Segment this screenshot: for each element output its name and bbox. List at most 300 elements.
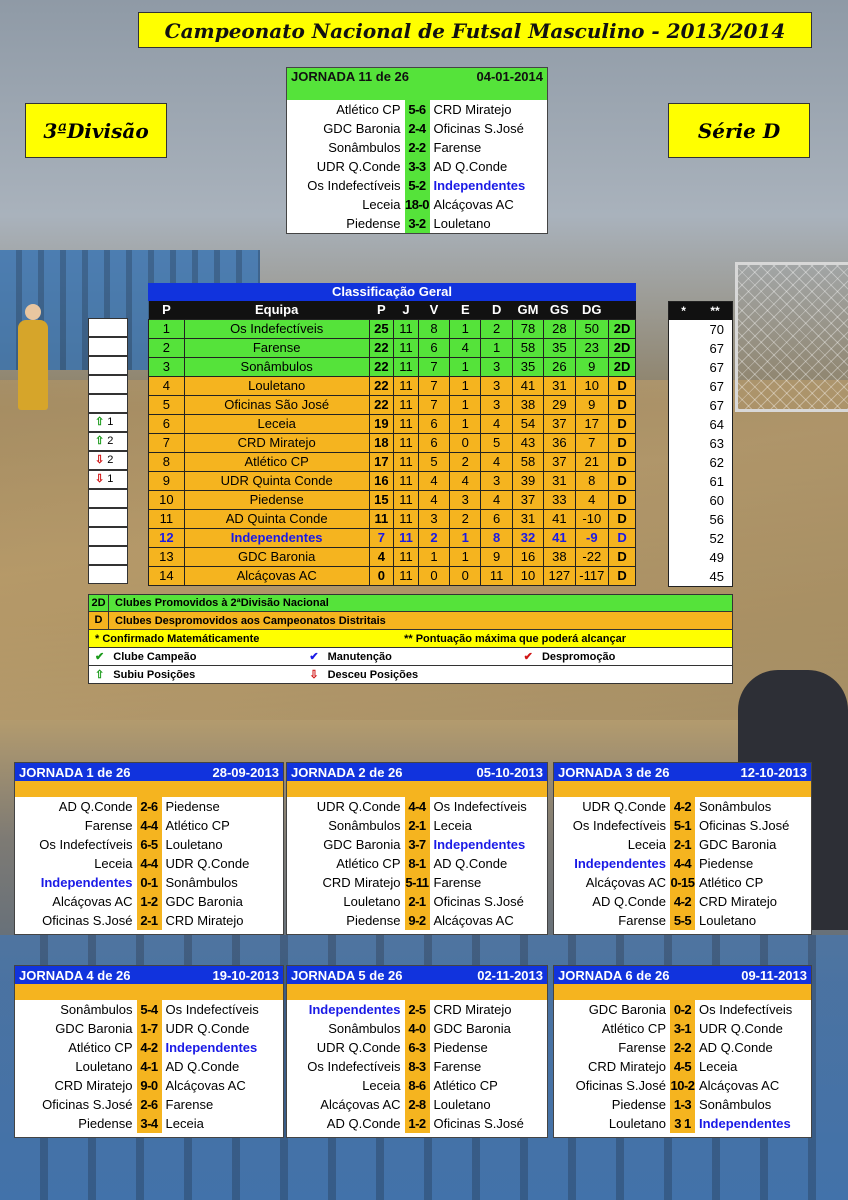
away-team: GDC Baronia: [165, 894, 243, 909]
table-row: [149, 433, 636, 452]
match-row: [554, 911, 811, 930]
home-team: Leceia: [362, 1078, 401, 1093]
round-label: JORNADA 4 de 26: [19, 967, 131, 983]
away-team: UDR Q.Conde: [165, 1021, 250, 1036]
match-row: [287, 816, 547, 835]
match-row: [287, 873, 547, 892]
away-team: Sonâmbulos: [699, 1097, 772, 1112]
away-team: Farense: [433, 140, 482, 155]
round-subheader: [15, 781, 283, 797]
away-team: Alcáçovas AC: [433, 913, 514, 928]
round-subheader: [287, 85, 547, 100]
round-header: [554, 966, 811, 984]
cell-j: 11: [394, 338, 419, 357]
cell-tag: 2D: [609, 319, 636, 338]
cell-tag: D: [609, 452, 636, 471]
cell-v: 5: [418, 452, 449, 471]
down-text: Desceu Posições: [327, 669, 419, 681]
max-points-values: [669, 320, 732, 586]
match-score: 18-0: [404, 197, 430, 212]
cell-j: 11: [394, 395, 419, 414]
round-header: [287, 763, 547, 781]
away-team: Independentes: [165, 1040, 258, 1055]
cell-gs: 35: [544, 338, 575, 357]
cell-d: 1: [481, 338, 512, 357]
column-header: P: [369, 301, 394, 319]
away-team: UDR Q.Conde: [165, 856, 250, 871]
goal-net: [735, 262, 848, 412]
cell-e: 3: [450, 490, 481, 509]
round-label: JORNADA 2 de 26: [291, 764, 403, 780]
away-team: Atlético CP: [165, 818, 230, 833]
promoted-tag: 2D: [89, 595, 109, 611]
match-row: [15, 1019, 283, 1038]
round-table: [14, 762, 284, 935]
match-row: [287, 100, 547, 119]
home-team: Farense: [84, 818, 133, 833]
round-date: 12-10-2013: [740, 764, 807, 780]
cell-v: 4: [418, 471, 449, 490]
away-team: Piedense: [699, 856, 754, 871]
match-score: 4-4: [137, 854, 162, 873]
home-team: Atlético CP: [601, 1021, 666, 1036]
cell-d: 4: [481, 490, 512, 509]
match-row: [554, 1114, 811, 1133]
match-score: 2-1: [670, 835, 695, 854]
cell-pos: 9: [149, 471, 185, 490]
movement-value: 2: [104, 454, 114, 466]
match-score: 2-4: [405, 119, 430, 138]
home-team: CRD Miratejo: [322, 875, 401, 890]
cell-pts: 25: [369, 319, 394, 338]
column-header: J: [394, 301, 419, 319]
cell-v: 8: [418, 319, 449, 338]
cell-pos: 13: [149, 547, 185, 566]
max-points-value: 64: [709, 417, 724, 432]
away-team: CRD Miratejo: [433, 1002, 512, 1017]
cell-dg: 23: [575, 338, 609, 357]
home-team: Farense: [618, 913, 666, 928]
movement-cell: [88, 546, 128, 565]
match-score: 4-1: [137, 1057, 162, 1076]
cell-pos: 14: [149, 566, 185, 585]
match-row: [287, 195, 547, 214]
cell-d: 11: [481, 566, 512, 585]
cell-pts: 22: [369, 376, 394, 395]
away-team: AD Q.Conde: [433, 856, 508, 871]
match-row: [554, 1076, 811, 1095]
confirmed-header: *: [681, 304, 686, 318]
max-note: ** Pontuação máxima que poderá alcançar: [404, 632, 626, 645]
table-row: [149, 566, 636, 585]
table-row: [149, 471, 636, 490]
cell-dg: -22: [575, 547, 609, 566]
cell-pts: 11: [369, 509, 394, 528]
current-round: [286, 67, 548, 234]
arrow-up-icon: ⇧: [95, 416, 105, 428]
match-score: 4-4: [670, 854, 695, 873]
away-team: CRD Miratejo: [699, 894, 778, 909]
cell-e: 1: [450, 528, 481, 547]
legend-moves: [88, 666, 733, 684]
match-score: 8-3: [405, 1057, 430, 1076]
away-team: Oficinas S.José: [433, 1116, 524, 1131]
cell-dg: 21: [575, 452, 609, 471]
round-subheader: [287, 984, 547, 1000]
cell-pts: 15: [369, 490, 394, 509]
home-team: Oficinas S.José: [42, 1097, 133, 1112]
cell-dg: 17: [575, 414, 609, 433]
home-team: GDC Baronia: [323, 121, 401, 136]
movement-value: 1: [104, 473, 114, 485]
away-team: UDR Q.Conde: [699, 1021, 783, 1036]
cell-dg: -9: [575, 528, 609, 547]
cell-e: 1: [450, 319, 481, 338]
cell-e: 4: [450, 471, 481, 490]
match-row: [15, 1114, 283, 1133]
max-points-value: 60: [709, 493, 724, 508]
cell-gm: 58: [512, 338, 543, 357]
match-row: [15, 797, 283, 816]
match-row: [554, 1057, 811, 1076]
match-score: 4-2: [670, 892, 695, 911]
away-team: Alcáçovas AC: [165, 1078, 246, 1093]
cell-gm: 31: [512, 509, 543, 528]
column-header: GS: [544, 301, 575, 319]
table-row: [149, 376, 636, 395]
cell-tag: D: [609, 490, 636, 509]
cell-d: 3: [481, 395, 512, 414]
match-row: [15, 1000, 283, 1019]
cell-v: 6: [418, 433, 449, 452]
cell-d: 2: [481, 319, 512, 338]
cell-tag: 2D: [609, 338, 636, 357]
home-team: Atlético CP: [336, 102, 401, 117]
column-header: D: [481, 301, 512, 319]
cell-v: 2: [418, 528, 449, 547]
home-team: Atlético CP: [336, 856, 401, 871]
cell-pos: 7: [149, 433, 185, 452]
cell-j: 11: [394, 528, 419, 547]
round-label: JORNADA 3 de 26: [558, 764, 670, 780]
round-subheader: [287, 781, 547, 797]
home-team: Atlético CP: [68, 1040, 133, 1055]
cell-dg: -117: [575, 566, 609, 585]
home-team: Sonâmbulos: [328, 818, 401, 833]
match-score: 0-15: [670, 875, 695, 890]
movement-value: 1: [104, 416, 114, 428]
cell-gm: 39: [512, 471, 543, 490]
match-score: 2-2: [405, 138, 430, 157]
cell-dg: 50: [575, 319, 609, 338]
away-team: Atlético CP: [699, 875, 764, 890]
home-team: Os Indefectíveis: [307, 178, 401, 193]
match-score: 4-5: [670, 1057, 695, 1076]
match-row: [287, 138, 547, 157]
cell-tag: D: [609, 547, 636, 566]
away-team: Leceia: [433, 818, 472, 833]
cell-team: Farense: [184, 338, 369, 357]
check-red-icon: ✔: [523, 651, 533, 663]
match-row: [287, 1019, 547, 1038]
arrow-down-icon: ⇩: [95, 473, 105, 485]
match-score: 4-4: [405, 797, 430, 816]
relegated-text: Clubes Despromovidos aos Campeonatos Distritais: [115, 614, 386, 627]
match-score: 6-3: [405, 1038, 430, 1057]
away-team: Independentes: [699, 1116, 791, 1131]
round-label: JORNADA 1 de 26: [19, 764, 131, 780]
legend: [88, 594, 733, 684]
cell-gm: 54: [512, 414, 543, 433]
max-points-value: 52: [709, 531, 724, 546]
match-row: [287, 119, 547, 138]
home-team: GDC Baronia: [323, 837, 401, 852]
cell-dg: 8: [575, 471, 609, 490]
division-label: 3ªDivisão: [25, 103, 167, 158]
cell-gs: 37: [544, 414, 575, 433]
home-team: GDC Baronia: [588, 1002, 666, 1017]
cell-gs: 41: [544, 528, 575, 547]
cell-dg: -10: [575, 509, 609, 528]
home-team: Sonâmbulos: [60, 1002, 133, 1017]
champion-text: Clube Campeão: [113, 651, 197, 663]
movement-cell: [88, 432, 128, 451]
cell-d: 9: [481, 547, 512, 566]
cell-pts: 22: [369, 338, 394, 357]
match-row: [15, 892, 283, 911]
away-team: Oficinas S.José: [433, 894, 524, 909]
cell-gm: 16: [512, 547, 543, 566]
cell-team: Louletano: [184, 376, 369, 395]
away-team: Oficinas S.José: [699, 818, 790, 833]
match-score: 2-8: [405, 1095, 430, 1114]
home-team: CRD Miratejo: [54, 1078, 133, 1093]
home-team: Alcáçovas AC: [585, 875, 666, 890]
cell-e: 0: [450, 566, 481, 585]
cell-pos: 5: [149, 395, 185, 414]
cell-dg: 9: [575, 357, 609, 376]
cell-gm: 35: [512, 357, 543, 376]
cell-gs: 36: [544, 433, 575, 452]
standings-body: [149, 319, 636, 585]
cell-team: Os Indefectíveis: [184, 319, 369, 338]
cell-pts: 22: [369, 395, 394, 414]
cell-j: 11: [394, 433, 419, 452]
away-team: GDC Baronia: [699, 837, 777, 852]
home-team: Piedense: [346, 913, 401, 928]
cell-tag: D: [609, 414, 636, 433]
cell-pts: 16: [369, 471, 394, 490]
keep-text: Manutenção: [327, 651, 392, 663]
cell-tag: 2D: [609, 357, 636, 376]
home-team: Os Indefectíveis: [572, 818, 666, 833]
match-row: [554, 1019, 811, 1038]
round-date: 09-11-2013: [741, 967, 807, 983]
cell-j: 11: [394, 471, 419, 490]
legend-status: [88, 648, 733, 666]
home-team: Piedense: [78, 1116, 133, 1131]
max-points-value: 67: [709, 379, 724, 394]
cell-v: 4: [418, 490, 449, 509]
match-list: [287, 100, 547, 233]
match-row: [554, 1095, 811, 1114]
match-list: [15, 797, 283, 934]
away-team: AD Q.Conde: [165, 1059, 240, 1074]
home-team: Os Indefectíveis: [307, 1059, 401, 1074]
table-row: [149, 319, 636, 338]
match-score: 5-11: [405, 875, 429, 890]
home-team: Oficinas S.José: [575, 1078, 666, 1093]
match-row: [15, 1095, 283, 1114]
cell-v: 7: [418, 395, 449, 414]
cell-pts: 18: [369, 433, 394, 452]
round-label: JORNADA 6 de 26: [558, 967, 670, 983]
match-score: 1-2: [405, 1114, 430, 1133]
cell-d: 4: [481, 452, 512, 471]
match-score: 4-2: [670, 797, 695, 816]
cell-gs: 127: [544, 566, 575, 585]
max-points-value: 70: [709, 322, 724, 337]
cell-j: 11: [394, 509, 419, 528]
away-team: Farense: [433, 1059, 482, 1074]
match-score: 0-2: [670, 1000, 695, 1019]
max-points-column: [668, 301, 733, 587]
round-date: 02-11-2013: [477, 967, 543, 983]
match-row: [287, 214, 547, 233]
home-team: Independentes: [574, 856, 666, 871]
match-score: 4-4: [137, 816, 162, 835]
away-team: Os Indefectíveis: [165, 1002, 259, 1017]
cell-gs: 38: [544, 547, 575, 566]
match-score: 5-6: [405, 100, 430, 119]
cell-gs: 31: [544, 376, 575, 395]
column-header: Equipa: [184, 301, 369, 319]
match-score: 0-1: [137, 873, 162, 892]
round-table: [553, 965, 812, 1138]
home-team: UDR Q.Conde: [316, 1040, 401, 1055]
match-score: 4-2: [137, 1038, 162, 1057]
match-list: [287, 797, 547, 934]
away-team: Oficinas S.José: [433, 121, 524, 136]
away-team: Louletano: [165, 837, 223, 852]
cell-tag: D: [609, 566, 636, 585]
round-header: [554, 763, 811, 781]
cell-gs: 26: [544, 357, 575, 376]
away-team: Alcáçovas AC: [699, 1078, 780, 1093]
home-team: Sonâmbulos: [328, 140, 401, 155]
match-score: 8-6: [405, 1076, 430, 1095]
movement-column: [88, 318, 128, 584]
away-team: Louletano: [699, 913, 757, 928]
cell-dg: 4: [575, 490, 609, 509]
match-row: [287, 1095, 547, 1114]
movement-cell: [88, 489, 128, 508]
page-title: Campeonato Nacional de Futsal Masculino - 2013/2014: [138, 12, 812, 48]
away-team: Piedense: [433, 1040, 488, 1055]
match-row: [554, 797, 811, 816]
away-team: Leceia: [699, 1059, 738, 1074]
cell-pts: 7: [369, 528, 394, 547]
table-row: [149, 547, 636, 566]
round-subheader: [554, 781, 811, 797]
max-points-header: [669, 302, 732, 320]
cell-gm: 38: [512, 395, 543, 414]
home-team: Independentes: [308, 1002, 401, 1017]
standings-table: [148, 301, 636, 586]
match-score: 1-3: [670, 1095, 695, 1114]
cell-d: 3: [481, 376, 512, 395]
match-row: [287, 835, 547, 854]
serie-label: Série D: [668, 103, 810, 158]
movement-cell: [88, 527, 128, 546]
max-header: **: [710, 304, 720, 318]
cell-d: 8: [481, 528, 512, 547]
match-list: [554, 797, 811, 934]
round-table: [14, 965, 284, 1138]
match-list: [287, 1000, 547, 1137]
away-team: Farense: [433, 875, 482, 890]
away-team: Atlético CP: [433, 1078, 498, 1093]
match-row: [287, 1057, 547, 1076]
home-team: Leceia: [627, 837, 666, 852]
match-score: 3-4: [137, 1114, 162, 1133]
home-team: AD Q.Conde: [326, 1116, 401, 1131]
max-points-value: 67: [709, 398, 724, 413]
table-row: [149, 452, 636, 471]
cell-e: 1: [450, 376, 481, 395]
cell-pos: 2: [149, 338, 185, 357]
movement-cell: [88, 394, 128, 413]
cell-tag: D: [609, 376, 636, 395]
cell-d: 6: [481, 509, 512, 528]
cell-tag: D: [609, 471, 636, 490]
cell-v: 7: [418, 357, 449, 376]
match-score: 3-3: [405, 157, 430, 176]
match-row: [15, 835, 283, 854]
match-row: [554, 892, 811, 911]
home-team: Oficinas S.José: [42, 913, 133, 928]
arrow-down-icon: ⇩: [309, 669, 319, 681]
match-score: 5-1: [670, 816, 695, 835]
match-score: 5-2: [405, 176, 430, 195]
movement-cell: [88, 375, 128, 394]
column-header: E: [450, 301, 481, 319]
home-team: UDR Q.Conde: [316, 159, 401, 174]
cell-e: 0: [450, 433, 481, 452]
cell-j: 11: [394, 566, 419, 585]
home-team: Alcáçovas AC: [52, 894, 133, 909]
match-row: [287, 797, 547, 816]
table-row: [149, 528, 636, 547]
round-subheader: [15, 984, 283, 1000]
home-team: Os Indefectíveis: [39, 837, 133, 852]
away-team: CRD Miratejo: [165, 913, 244, 928]
away-team: Independentes: [433, 837, 526, 852]
cell-pos: 10: [149, 490, 185, 509]
cell-pts: 0: [369, 566, 394, 585]
cell-tag: D: [609, 433, 636, 452]
match-row: [15, 1057, 283, 1076]
arrow-up-icon: ⇧: [95, 435, 105, 447]
cell-gs: 37: [544, 452, 575, 471]
cell-gm: 32: [512, 528, 543, 547]
movement-cell: [88, 318, 128, 337]
home-team: Leceia: [362, 197, 401, 212]
home-team: UDR Q.Conde: [316, 799, 401, 814]
match-score: 5-5: [670, 911, 695, 930]
home-team: Alcáçovas AC: [320, 1097, 401, 1112]
round-date: 19-10-2013: [212, 967, 279, 983]
